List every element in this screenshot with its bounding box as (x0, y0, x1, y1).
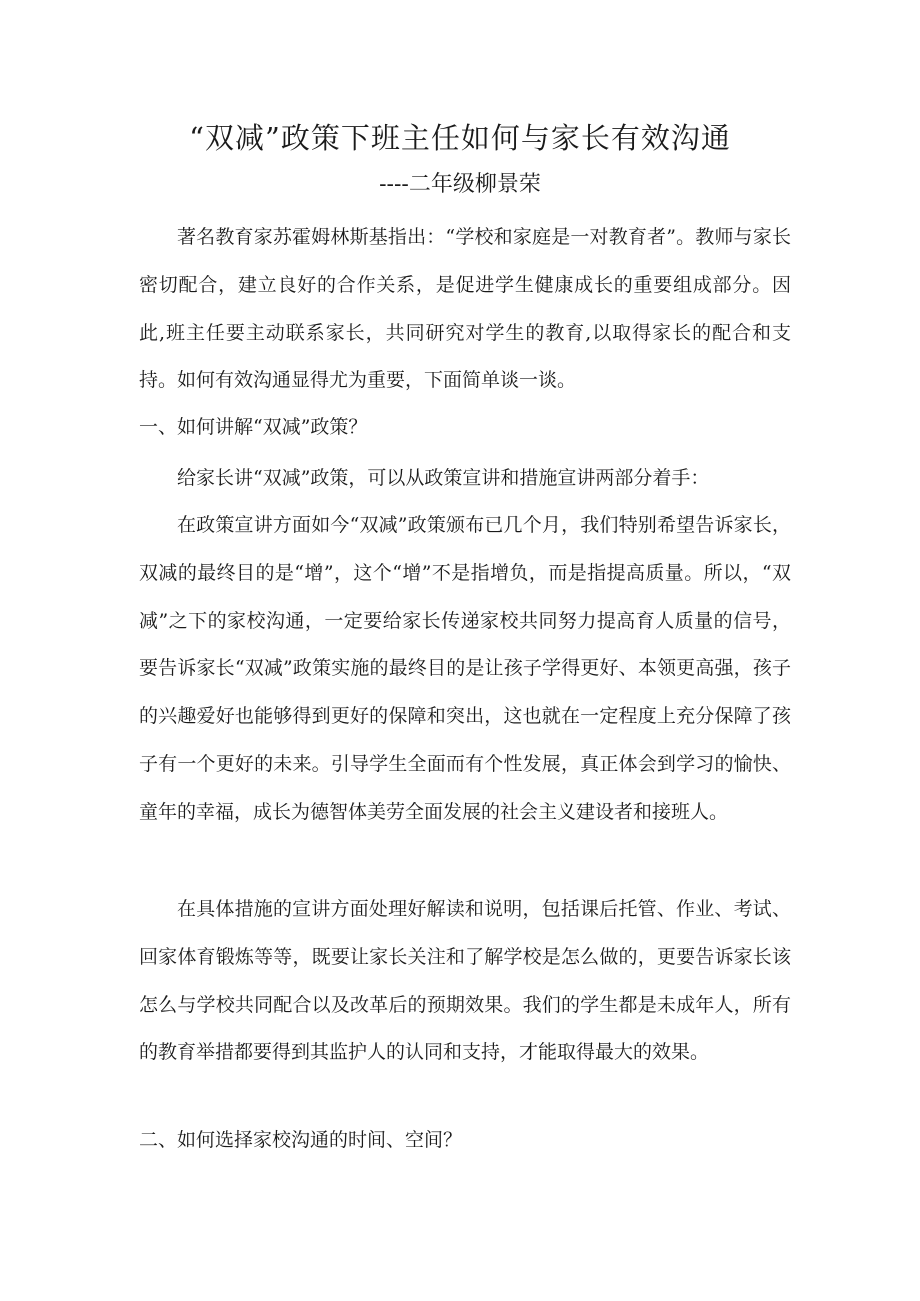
section-heading-2: 二、如何选择家校沟通的时间、空间？ (139, 1129, 463, 1151)
section-heading-1: 一、如何讲解“双减”政策？ (139, 416, 368, 438)
intro-paragraph: 著名教育家苏霍姆林斯基指出：“学校和家庭是一对教育者”。教师与家长密切配合，建立良好的合作关系，是促进学生健康成长的重要组成部分。因此,班主任要主动联系家长，共同研究对学生的教育,以取得家长的配合和支持。如何有效沟通显得尤为重要，下面简单谈一谈。 (139, 226, 791, 392)
section1-lead-paragraph: 给家长讲“双减”政策，可以从政策宣讲和措施宣讲两部分着手： (177, 467, 710, 489)
section1-measures-paragraph: 在具体措施的宣讲方面处理好解读和说明，包括课后托管、作业、考试、回家体育锻炼等等，既要让家长关注和了解学校是怎么做的，更要告诉家长该怎么与学校共同配合以及改革后的预期效果。我们的学生都是未成年人，所有的教育举措都要得到其监护人的认同和支持，才能取得最大的效果。 (139, 898, 791, 1064)
document-title: “双减”政策下班主任如何与家长有效沟通 (189, 121, 731, 155)
document-subtitle: ----二年级柳景荣 (379, 172, 541, 197)
section1-policy-paragraph: 在政策宣讲方面如今“双减”政策颁布已几个月，我们特别希望告诉家长，双减的最终目的是“增”，这个“增”不是指增负，而是指提高质量。所以，“双减”之下的家校沟通，一定要给家长传递家校共同努力提高育人质量的信号，要告诉家长“双减”政策实施的最终目的是让孩子学得更好、本领更高强，孩子的兴趣爱好也能够得到更好的保障和突出，这也就在一定程度上充分保障了孩子有一个更好的未来。引导学生全面而有个性发展，真正体会到学习的愉快、童年的幸福，成长为德智体美劳全面发展的社会主义建设者和接班人。 (139, 514, 791, 823)
